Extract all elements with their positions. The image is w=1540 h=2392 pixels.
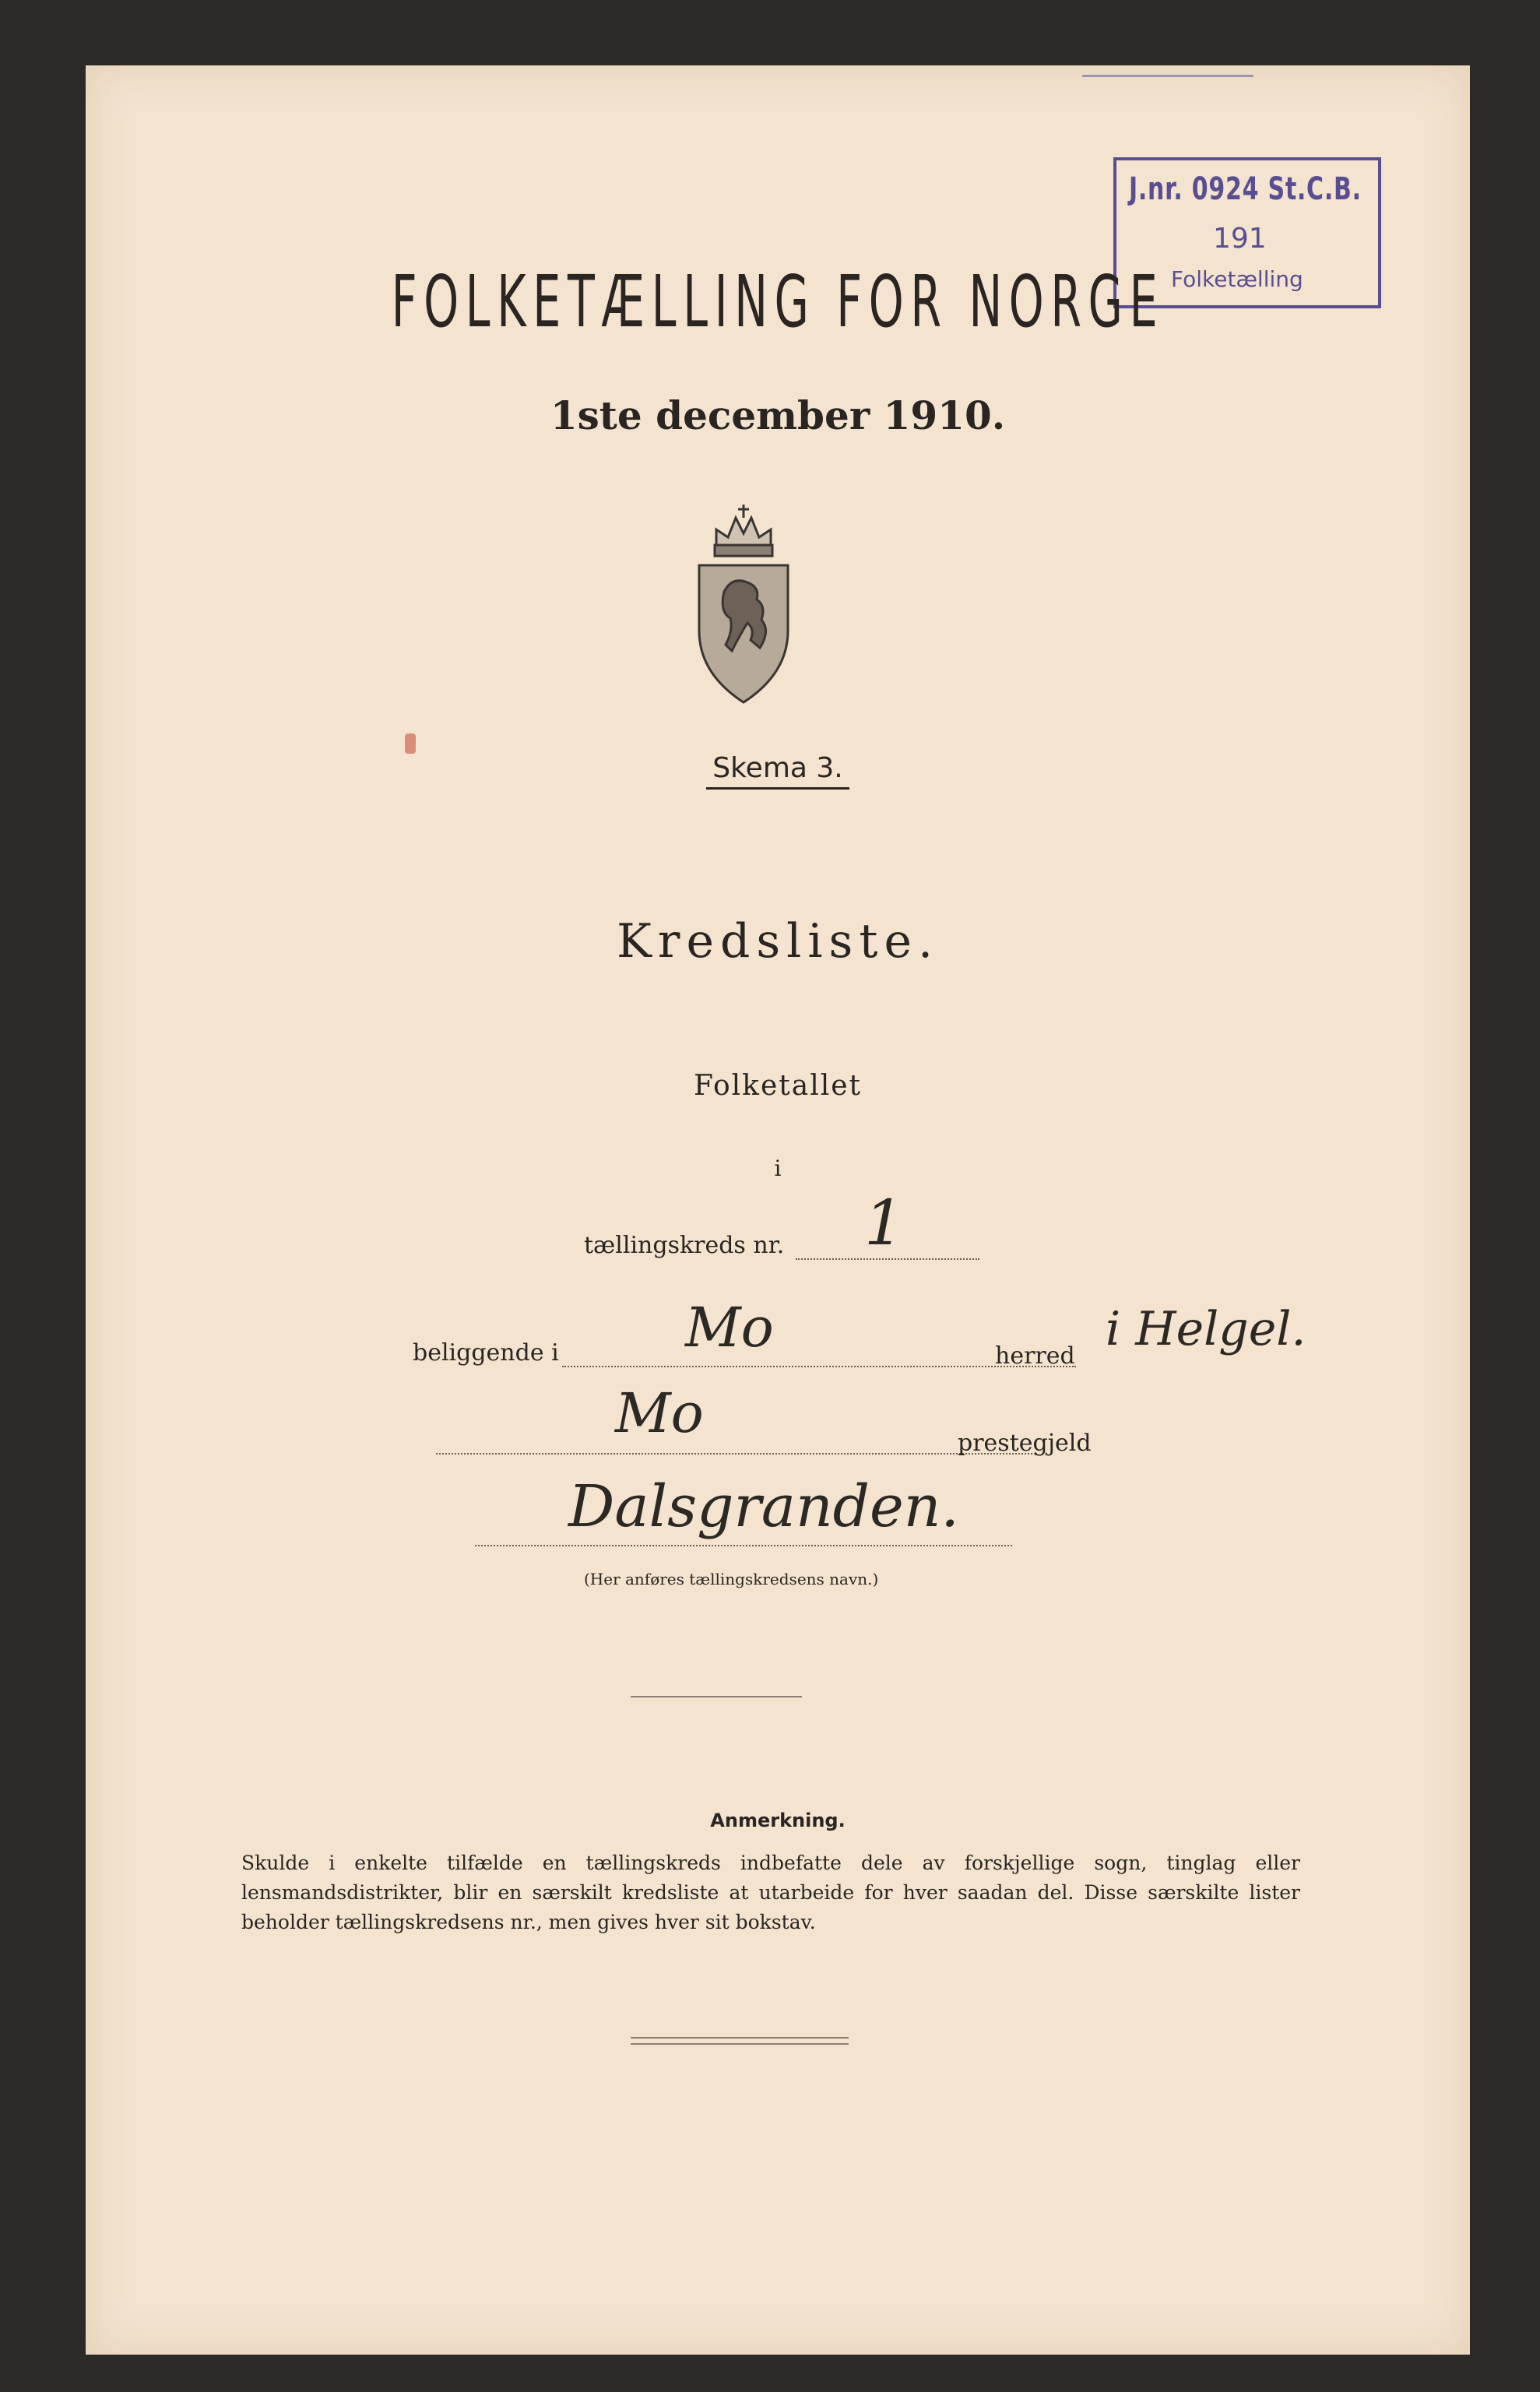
stamp-line-2: 191 bbox=[1213, 223, 1267, 255]
district-number-label: tællingskreds nr. bbox=[584, 1232, 785, 1259]
note-body: Skulde i enkelte tilfælde en tællingskreds indbefatte dele av forskjellige sogn, tinglag eller lensmandsdistrikter, blir en særskilt kredsliste at utarbeide for hver saadan del. Disse særskilte lister beholder tællingskredsens nr., men gives hver sit bokstav. bbox=[241, 1852, 1300, 1933]
located-label: beliggende i bbox=[413, 1339, 559, 1367]
herred-suffix: i Helgel. bbox=[1106, 1302, 1306, 1356]
document-page bbox=[86, 65, 1470, 2355]
herred-label: herred bbox=[995, 1342, 1075, 1370]
schema-label: Skema 3. bbox=[86, 752, 1470, 784]
document-heading: Kredsliste. bbox=[616, 914, 940, 969]
note-title: Anmerkning. bbox=[710, 1810, 846, 1831]
district-number-value: 1 bbox=[864, 1187, 904, 1259]
prestegjeld-value: Mo bbox=[615, 1381, 704, 1445]
divider-double-top bbox=[631, 2037, 849, 2038]
connector-word: i bbox=[774, 1156, 782, 1181]
document-subheading: Folketallet bbox=[693, 1070, 863, 1102]
divider-short bbox=[631, 1696, 802, 1697]
stamp-line-3: Folketælling bbox=[1171, 266, 1303, 292]
stamp-line-1: J.nr. 0924 St.C.B. bbox=[1129, 171, 1362, 207]
divider-double-bottom bbox=[631, 2043, 849, 2045]
district-name-value: Dalsgranden. bbox=[568, 1473, 959, 1540]
prestegjeld-label: prestegjeld bbox=[958, 1430, 1092, 1457]
coat-of-arms-icon bbox=[685, 498, 802, 709]
census-date: 1ste december 1910. bbox=[550, 392, 1006, 438]
page-title: FOLKETÆLLING FOR NORGE bbox=[391, 260, 1165, 343]
corner-scribble bbox=[1082, 75, 1253, 91]
prestegjeld-line bbox=[436, 1451, 1035, 1455]
ink-mark bbox=[405, 733, 416, 754]
herred-value: Mo bbox=[685, 1296, 774, 1360]
district-name-line bbox=[475, 1543, 1012, 1546]
district-name-hint: (Her anføres tællingskredsens navn.) bbox=[584, 1570, 879, 1588]
